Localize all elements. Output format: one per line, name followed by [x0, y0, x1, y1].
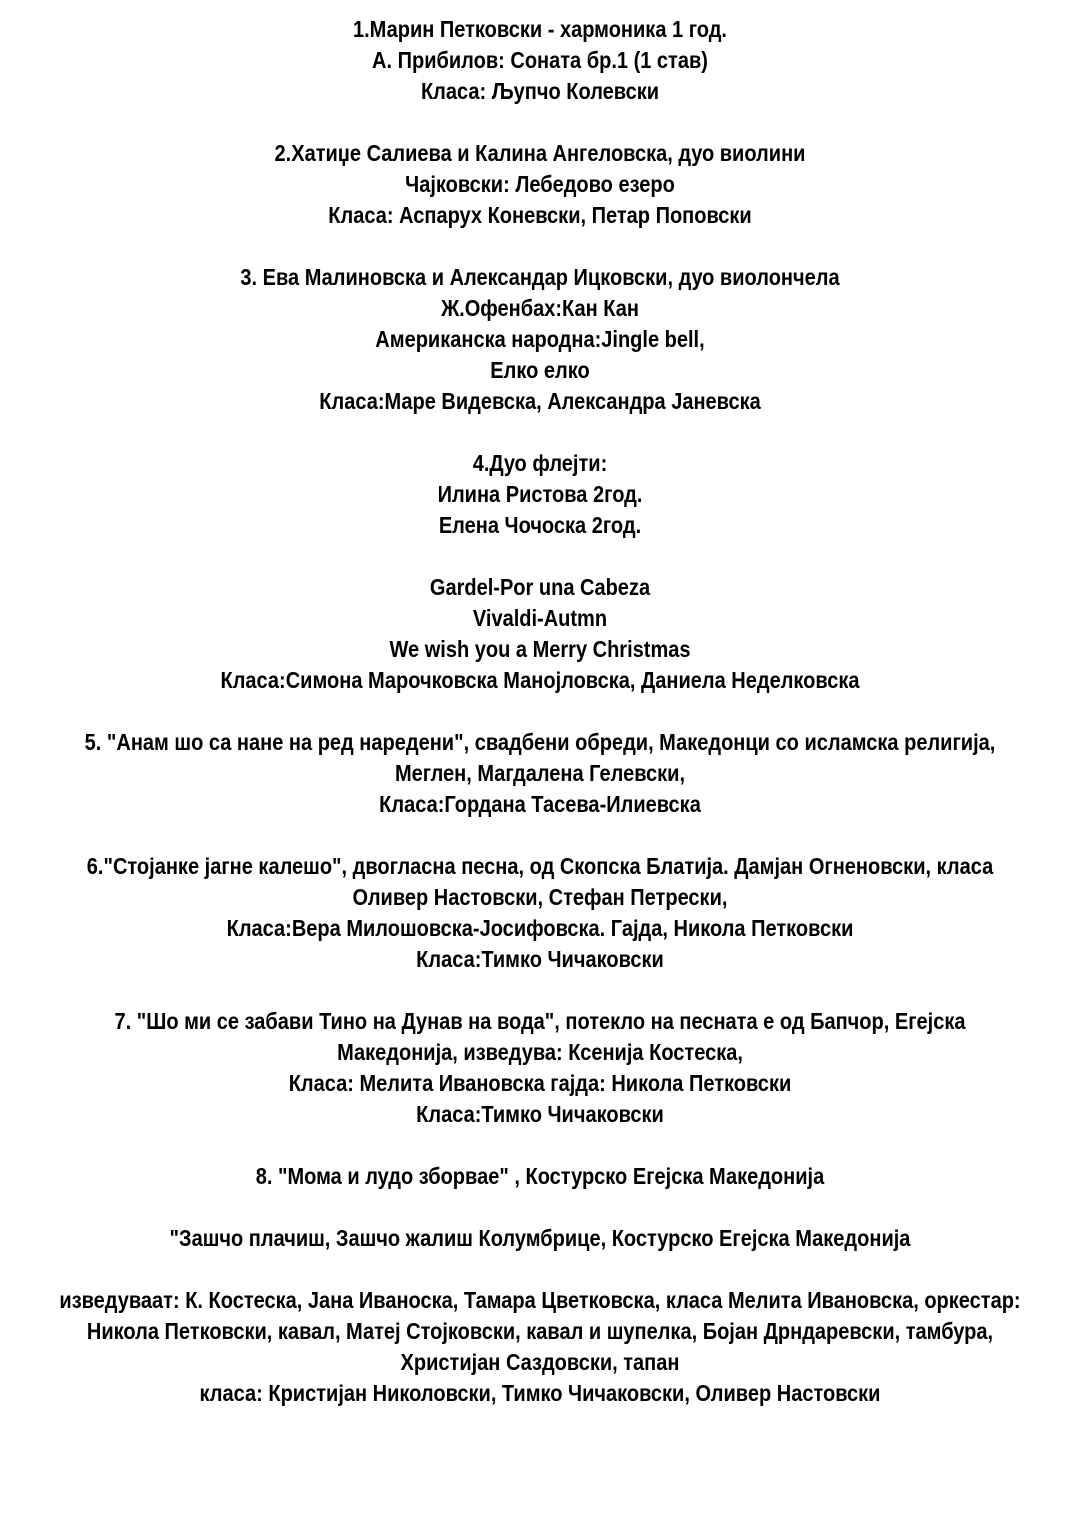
text-line: класа: Кристијан Николовски, Тимко Чичаковски, Оливер Настовски — [199, 1380, 881, 1406]
text-line: Никола Петковски, кавал, Матеј Стојковски, кавал и шупелка, Бојан Дрндаревски, тамбура, — [86, 1318, 994, 1344]
program-block-1 — [1, 14, 1080, 107]
program-block-10 — [1, 1223, 1080, 1254]
text-line: "Зашчо плачиш, Зашчо жалиш Колумбрице, Костурско Егејска Македонија — [169, 1225, 911, 1251]
text-line: Елена Чочоска 2год. — [438, 512, 642, 538]
text-line: А. Прибилов: Соната бр.1 (1 став) — [372, 47, 708, 73]
text-line: Класа:Вера Милошовска-Јосифовска. Гајда, Никола Петковски — [226, 915, 854, 941]
text-line: Класа:Тимко Чичаковски — [416, 1101, 664, 1127]
text-line: 6."Стојанке јагне калешо", двогласна песна, од Скопска Блатија. Дамјан Огненовски, класа — [86, 853, 994, 879]
text-line: Класа:Гордана Тасева-Илиевска — [379, 791, 701, 817]
text-line: Илина Ристова 2год. — [437, 481, 643, 507]
program-block-2 — [1, 138, 1080, 231]
text-line: 7. "Шо ми се забави Тино на Дунав на вода", потекло на песната е од Бапчор, Егејска — [114, 1008, 966, 1034]
program-block-7 — [1, 851, 1080, 975]
text-line: изведуваат: К. Костеска, Јана Иваноска, Тамара Цветковска, класа Мелита Ивановска, оркестар: — [59, 1287, 1021, 1313]
text-line: Христијан Саздовски, тапан — [400, 1349, 680, 1375]
program-block-11 — [1, 1285, 1080, 1409]
text-line: Меглен, Магдалена Гелевски, — [394, 760, 686, 786]
text-line: 3. Ева Малиновска и Александар Ицковски, дуо виолончела — [240, 264, 840, 290]
text-line: Ж.Офенбах:Кан Кан — [441, 295, 639, 321]
text-line: We wish you a Merry Christmas — [389, 636, 691, 662]
text-line: Gardel-Por una Cabeza — [429, 574, 651, 600]
text-line: Vivaldi-Autmn — [472, 605, 608, 631]
text-line: Класа:Тимко Чичаковски — [416, 946, 664, 972]
program-text — [1, 0, 1080, 1440]
program-block-5 — [1, 572, 1080, 696]
program-block-6 — [1, 727, 1080, 820]
text-line: Македонија, изведува: Ксенија Костеска, — [337, 1039, 743, 1065]
text-line: Класа: Мелита Ивановска гајда: Никола Петковски — [288, 1070, 792, 1096]
text-line: Чајковски: Лебедово езеро — [405, 171, 675, 197]
program-block-4 — [1, 448, 1080, 541]
text-line: 8. "Мома и лудо зборвае" , Костурско Егејска Македонија — [255, 1163, 825, 1189]
text-line: 4.Дуо флејти: — [472, 450, 608, 476]
text-line: Класа: Аспарух Коневски, Петар Поповски — [328, 202, 752, 228]
text-line: 2.Хатиџе Салиева и Калина Ангеловска, дуо виолини — [274, 140, 806, 166]
text-line: Класа: Љупчо Колевски — [420, 78, 660, 104]
program-block-8 — [1, 1006, 1080, 1130]
text-line: Класа:Симона Марочковска Манојловска, Даниела Неделковска — [220, 667, 860, 693]
text-line: Елко елко — [490, 357, 590, 383]
text-line: Американска народна:Jingle bell, — [375, 326, 705, 352]
program-block-3 — [1, 262, 1080, 417]
text-line: 5. "Анам шо са нане на ред наредени", свадбени обреди, Македонци со исламска религија, — [84, 729, 996, 755]
program-block-9 — [1, 1161, 1080, 1192]
text-line: 1.Марин Петковски - хармоника 1 год. — [352, 16, 727, 42]
text-line: Оливер Настовски, Стефан Петрески, — [352, 884, 728, 910]
text-line: Класа:Маре Видевска, Александра Јаневска — [319, 388, 761, 414]
